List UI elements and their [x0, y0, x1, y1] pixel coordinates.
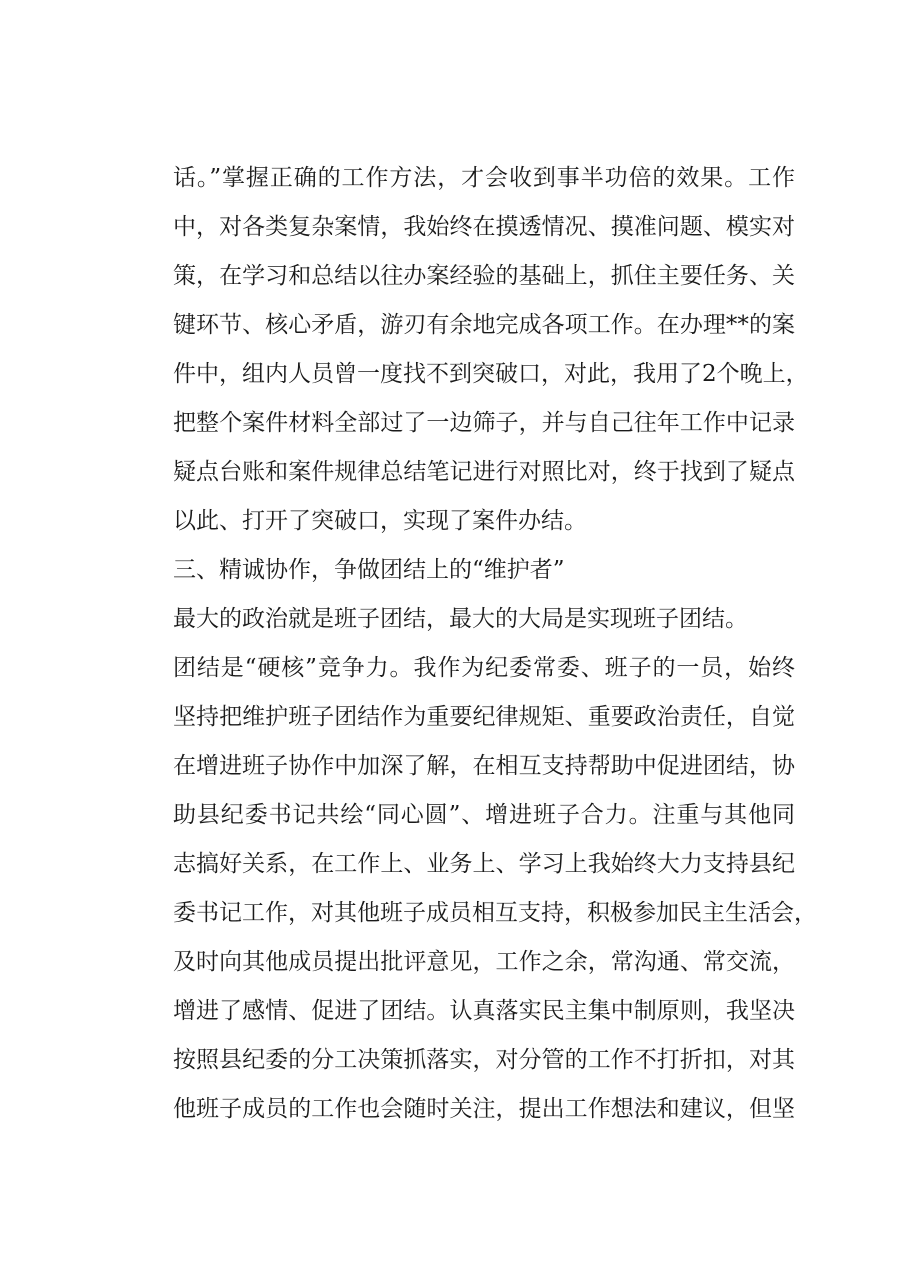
text-line: 坚持把维护班子团结作为重要纪律规矩、重要政治责任，自觉 — [173, 704, 795, 730]
text-line: 团结是“硬核”竞争力。我作为纪委常委、班子的一员，始终 — [173, 655, 795, 681]
text-line: 中，对各类复杂案情，我始终在摸透情况、摸准问题、模实对 — [173, 214, 795, 240]
section-heading: 三、精诚协作，争做团结上的“维护者” — [173, 557, 565, 583]
text-line: 委书记工作，对其他班子成员相互支持，积极参加民主生活会， — [173, 900, 817, 926]
text-line: 及时向其他成员提出批评意见，工作之余，常沟通、常交流， — [173, 949, 795, 975]
text-line: 把整个案件材料全部过了一边筛子，并与自己往年工作中记录 — [173, 410, 795, 436]
text-line: 助县纪委书记共绘“同心圆”、增进班子合力。注重与其他同 — [173, 802, 795, 828]
text-line: 志搞好关系，在工作上、业务上、学习上我始终大力支持县纪 — [173, 851, 795, 877]
text-line: 按照县纪委的分工决策抓落实，对分管的工作不打折扣，对其 — [173, 1047, 795, 1073]
text-line: 键环节、核心矛盾，游刃有余地完成各项工作。在办理**的案 — [173, 312, 795, 338]
text-line: 他班子成员的工作也会随时关注，提出工作想法和建议，但坚 — [173, 1096, 795, 1122]
text-line: 策，在学习和总结以往办案经验的基础上，抓住主要任务、关 — [173, 263, 795, 289]
text-line: 最大的政治就是班子团结，最大的大局是实现班子团结。 — [173, 606, 748, 632]
text-line: 在增进班子协作中加深了解，在相互支持帮助中促进团结，协 — [173, 753, 795, 779]
text-line: 以此、打开了突破口，实现了案件办结。 — [173, 508, 587, 534]
text-line: 件中，组内人员曾一度找不到突破口，对此，我用了2个晚上， — [173, 361, 809, 387]
text-line: 疑点台账和案件规律总结笔记进行对照比对，终于找到了疑点 — [173, 459, 795, 485]
text-line: 话。”掌握正确的工作方法，才会收到事半功倍的效果。工作 — [173, 165, 795, 191]
text-line: 增进了感情、促进了团结。认真落实民主集中制原则，我坚决 — [173, 998, 795, 1024]
